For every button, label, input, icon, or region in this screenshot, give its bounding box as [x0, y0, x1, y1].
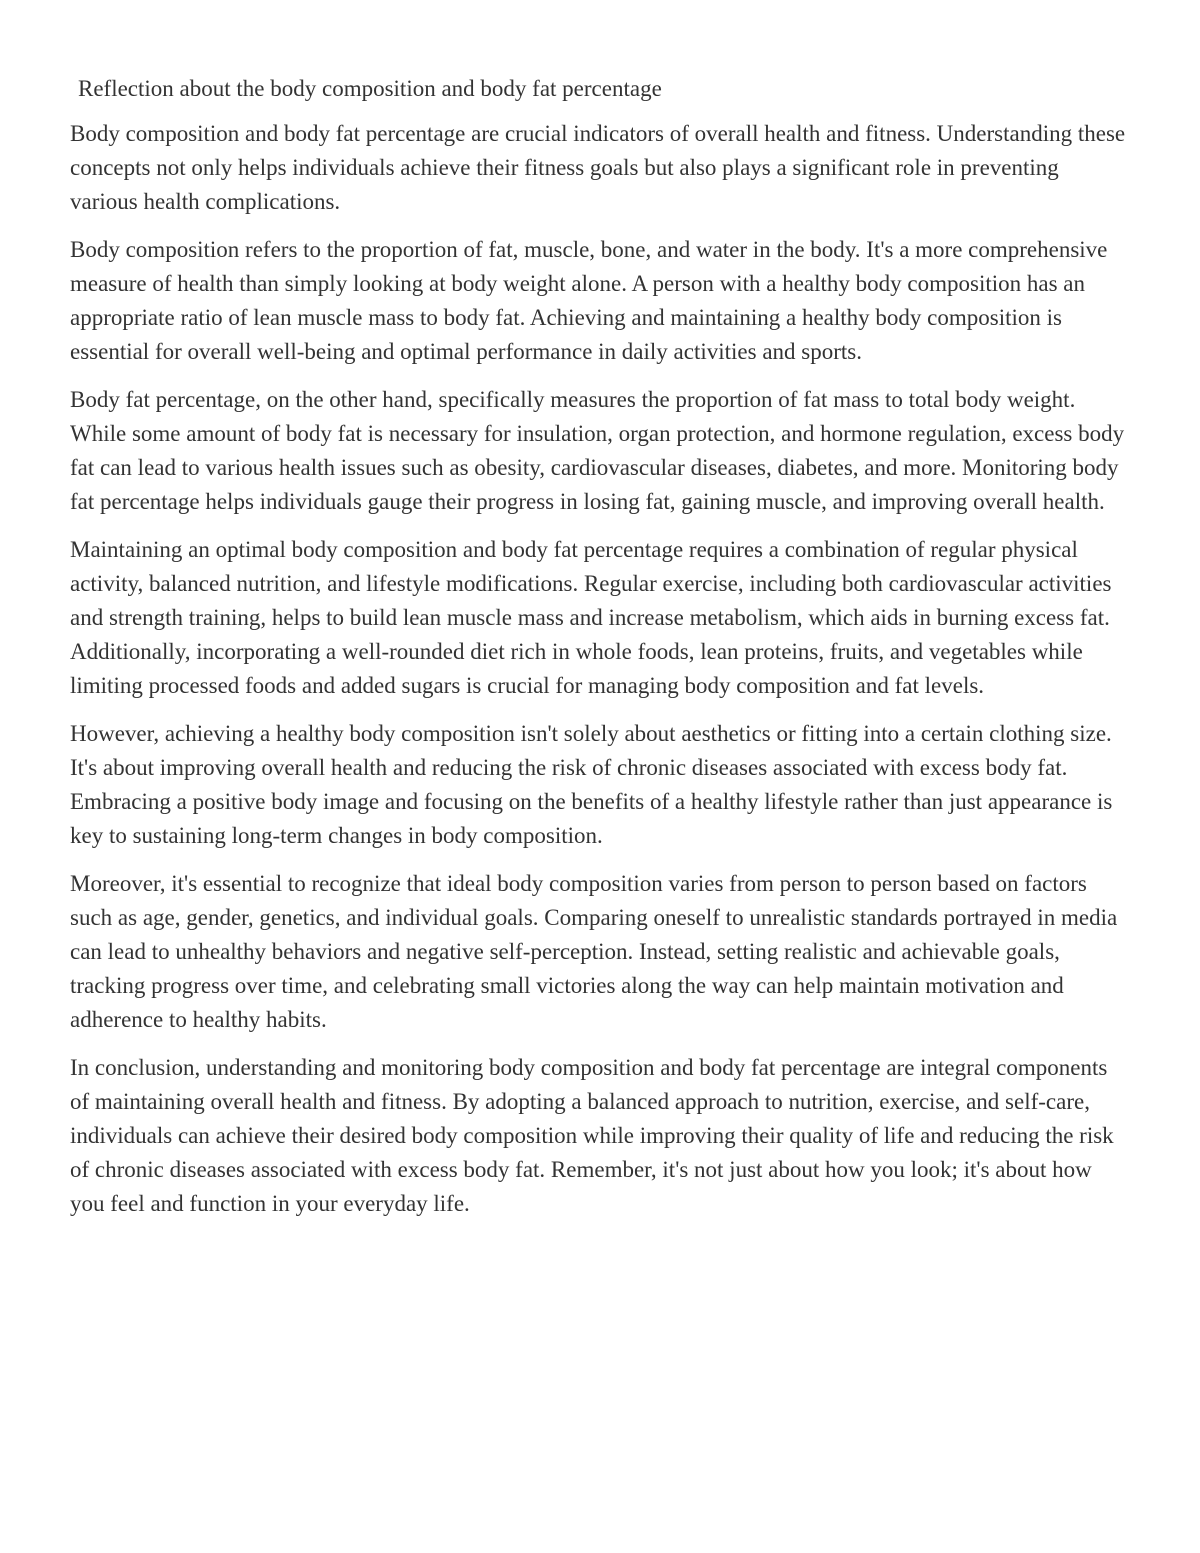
- paragraph-conclusion: In conclusion, understanding and monitoring body composition and body fat percentage are integral components of maintaining overall health and fitness. By adopting a balanced approach to nutrition, exercise, and self-care, individuals can achieve their desired body composition while improving their quality of life and reducing the risk of chronic diseases associated with excess body fat. Remember, it's not just about how you look; it's about how you feel and function in your everyday life.: [70, 1055, 1114, 1216]
- paragraph-moreover: Moreover, it's essential to recognize that ideal body composition varies from person to person based on factors such as age, gender, genetics, and individual goals. Comparing oneself to unrealistic standards portrayed in media can lead to unhealthy behaviors and negative self-perception. Instead, setting realistic and achievable goals, tracking progress over time, and celebrating small victories along the way can help maintain motivation and adherence to healthy habits.: [70, 871, 1118, 1032]
- paragraph-intro: Body composition and body fat percentage are crucial indicators of overall health and fitness. Understanding these concepts not only helps individuals achieve their fitness goals but also plays a significant role in preventing various health complications.: [70, 121, 1126, 214]
- paragraph-body-fat-percentage: Body fat percentage, on the other hand, specifically measures the proportion of fat mass to total body weight. While some amount of body fat is necessary for insulation, organ protection, and hormone regulation, excess body fat can lead to various health issues such as obesity, cardiovascular diseases, diabetes, and more. Monitoring body fat percentage helps individuals gauge their progress in losing fat, gaining muscle, and improving overall health.: [70, 387, 1125, 514]
- paragraph-however: However, achieving a healthy body composition isn't solely about aesthetics or fitting into a certain clothing size. It's about improving overall health and reducing the risk of chronic diseases associated with excess body fat. Embracing a positive body image and focusing on the benefits of a healthy lifestyle rather than just appearance is key to sustaining long-term changes in body composition.: [70, 721, 1113, 848]
- paragraph-maintaining: Maintaining an optimal body composition and body fat percentage requires a combination of regular physical activity, balanced nutrition, and lifestyle modifications. Regular exercise, including both cardiovascular activities and strength training, helps to build lean muscle mass and increase metabolism, which aids in burning excess fat. Additionally, incorporating a well-rounded diet rich in whole foods, lean proteins, fruits, and vegetables while limiting processed foods and added sugars is crucial for managing body composition and fat levels.: [70, 537, 1112, 698]
- document-title: Reflection about the body composition and body fat percentage: [78, 76, 662, 101]
- paragraph-body-composition: Body composition refers to the proportion of fat, muscle, bone, and water in the body. It's a more comprehensive measure of health than simply looking at body weight alone. A person with a healthy body composition has an appropriate ratio of lean muscle mass to body fat. Achieving and maintaining a healthy body composition is essential for overall well-being and optimal performance in daily activities and sports.: [70, 237, 1108, 364]
